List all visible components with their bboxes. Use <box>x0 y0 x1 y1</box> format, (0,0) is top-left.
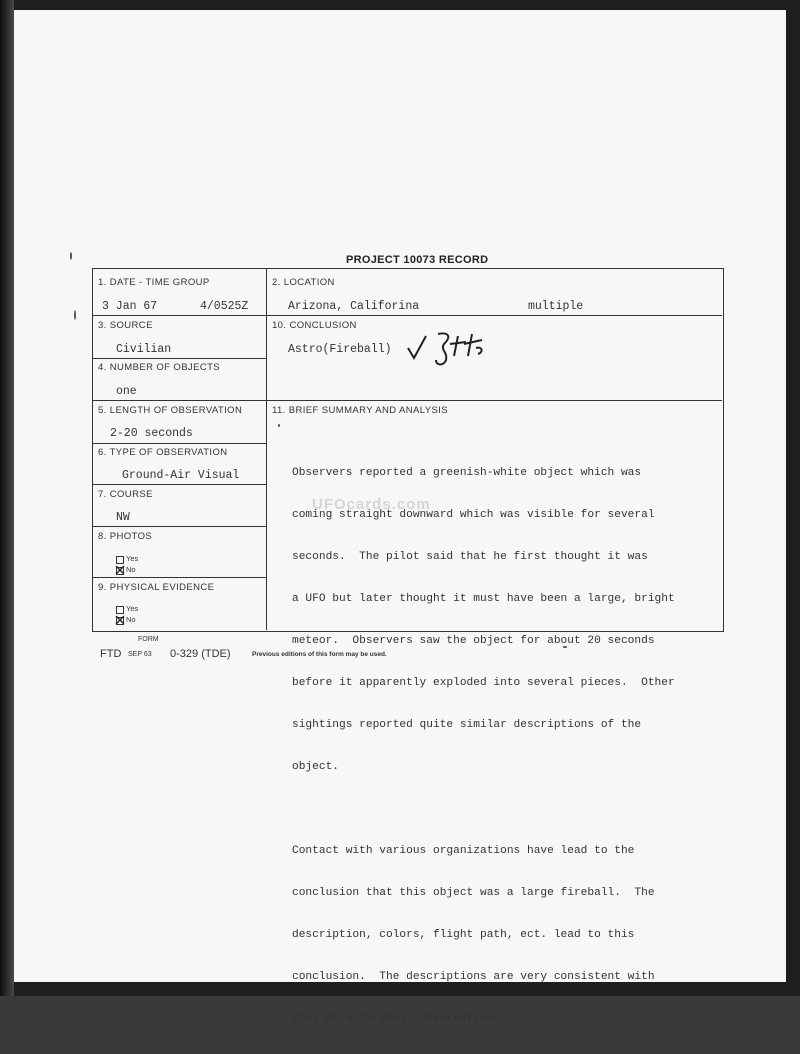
summary-line: meteor. Observers saw the object for about 20 seconds <box>292 635 655 647</box>
photos-no-text: No <box>126 565 136 574</box>
evidence-no-text: No <box>126 615 136 624</box>
time-value: 4/0525Z <box>200 300 249 313</box>
source-value: Civilian <box>116 343 172 356</box>
scan-speck <box>70 252 72 260</box>
summary-line: a UFO but later thought it must have been a large, bright <box>292 593 675 605</box>
summary-line: conclusion that this object was a large fireball. The <box>292 887 655 899</box>
summary-line: that of a fireball observation. <box>292 1013 501 1025</box>
summary-line: Observers reported a greenish-white object which was <box>292 467 642 479</box>
course-label: 7. COURSE <box>98 489 153 500</box>
scan-edge <box>0 0 14 996</box>
summary-line: description, colors, flight path, ect. lead to this <box>292 929 635 941</box>
type-label: 6. TYPE OF OBSERVATION <box>98 447 228 458</box>
photos-yes-checkbox <box>116 556 124 564</box>
summary-line: Contact with various organizations have lead to the <box>292 845 635 857</box>
location-value: Arizona, Califorina <box>288 300 420 313</box>
footer-form-id: FTD <box>100 648 122 660</box>
evidence-yes-text: Yes <box>126 604 139 613</box>
footer-note: Previous editions of this form may be used. <box>252 651 387 658</box>
summary-line: seconds. The pilot said that he first thought it was <box>292 551 648 563</box>
summary-line: coming straight downward which was visible for several <box>292 509 655 521</box>
form-title: PROJECT 10073 RECORD <box>346 254 489 266</box>
footer-form-number: 0-329 (TDE) <box>170 648 231 660</box>
course-value: NW <box>116 511 130 524</box>
summary-line: conclusion. The descriptions are very consistent with <box>292 971 655 983</box>
location-extra: multiple <box>528 300 584 313</box>
row-divider <box>92 577 267 578</box>
summary-line: object. <box>292 761 339 773</box>
objects-value: one <box>116 385 137 398</box>
row-divider <box>92 443 267 444</box>
length-value: 2-20 seconds <box>110 427 193 440</box>
photos-yes-text: Yes <box>126 554 139 563</box>
summary-line: sightings reported quite similar descriptions of the <box>292 719 642 731</box>
check-mark-icon <box>115 565 125 575</box>
summary-label: 11. BRIEF SUMMARY AND ANALYSIS <box>272 405 449 416</box>
scan-speck <box>74 310 76 320</box>
photos-label: 8. PHOTOS <box>98 531 153 542</box>
row-divider <box>92 358 267 359</box>
evidence-yes-checkbox <box>116 606 124 614</box>
row-divider <box>92 484 267 485</box>
conclusion-label: 10. CONCLUSION <box>272 320 357 331</box>
footer-form-date: SEP 63 <box>128 651 152 658</box>
check-mark-icon <box>115 615 125 625</box>
location-label: 2. LOCATION <box>272 277 335 288</box>
summary-text <box>292 438 722 1054</box>
row-divider <box>92 400 722 401</box>
summary-line: before it apparently exploded into several pieces. Other <box>292 677 675 689</box>
row-divider <box>92 526 267 527</box>
date-label: 1. DATE - TIME GROUP <box>98 277 210 288</box>
form-footer <box>100 636 231 660</box>
column-divider <box>266 268 267 630</box>
watermark: UFOcards.com <box>312 496 431 513</box>
summary-line <box>292 802 722 816</box>
objects-label: 4. NUMBER OF OBJECTS <box>98 362 221 373</box>
length-label: 5. LENGTH OF OBSERVATION <box>98 405 243 416</box>
footer-form-word: FORM <box>138 636 159 643</box>
row-divider <box>92 315 722 316</box>
handwritten-initials-icon <box>404 326 494 370</box>
source-label: 3. SOURCE <box>98 320 153 331</box>
conclusion-value: Astro(Fireball) <box>288 343 392 356</box>
type-value: Ground-Air Visual <box>122 469 240 482</box>
date-value: 3 Jan 67 <box>102 300 158 313</box>
evidence-label: 9. PHYSICAL EVIDENCE <box>98 582 215 593</box>
